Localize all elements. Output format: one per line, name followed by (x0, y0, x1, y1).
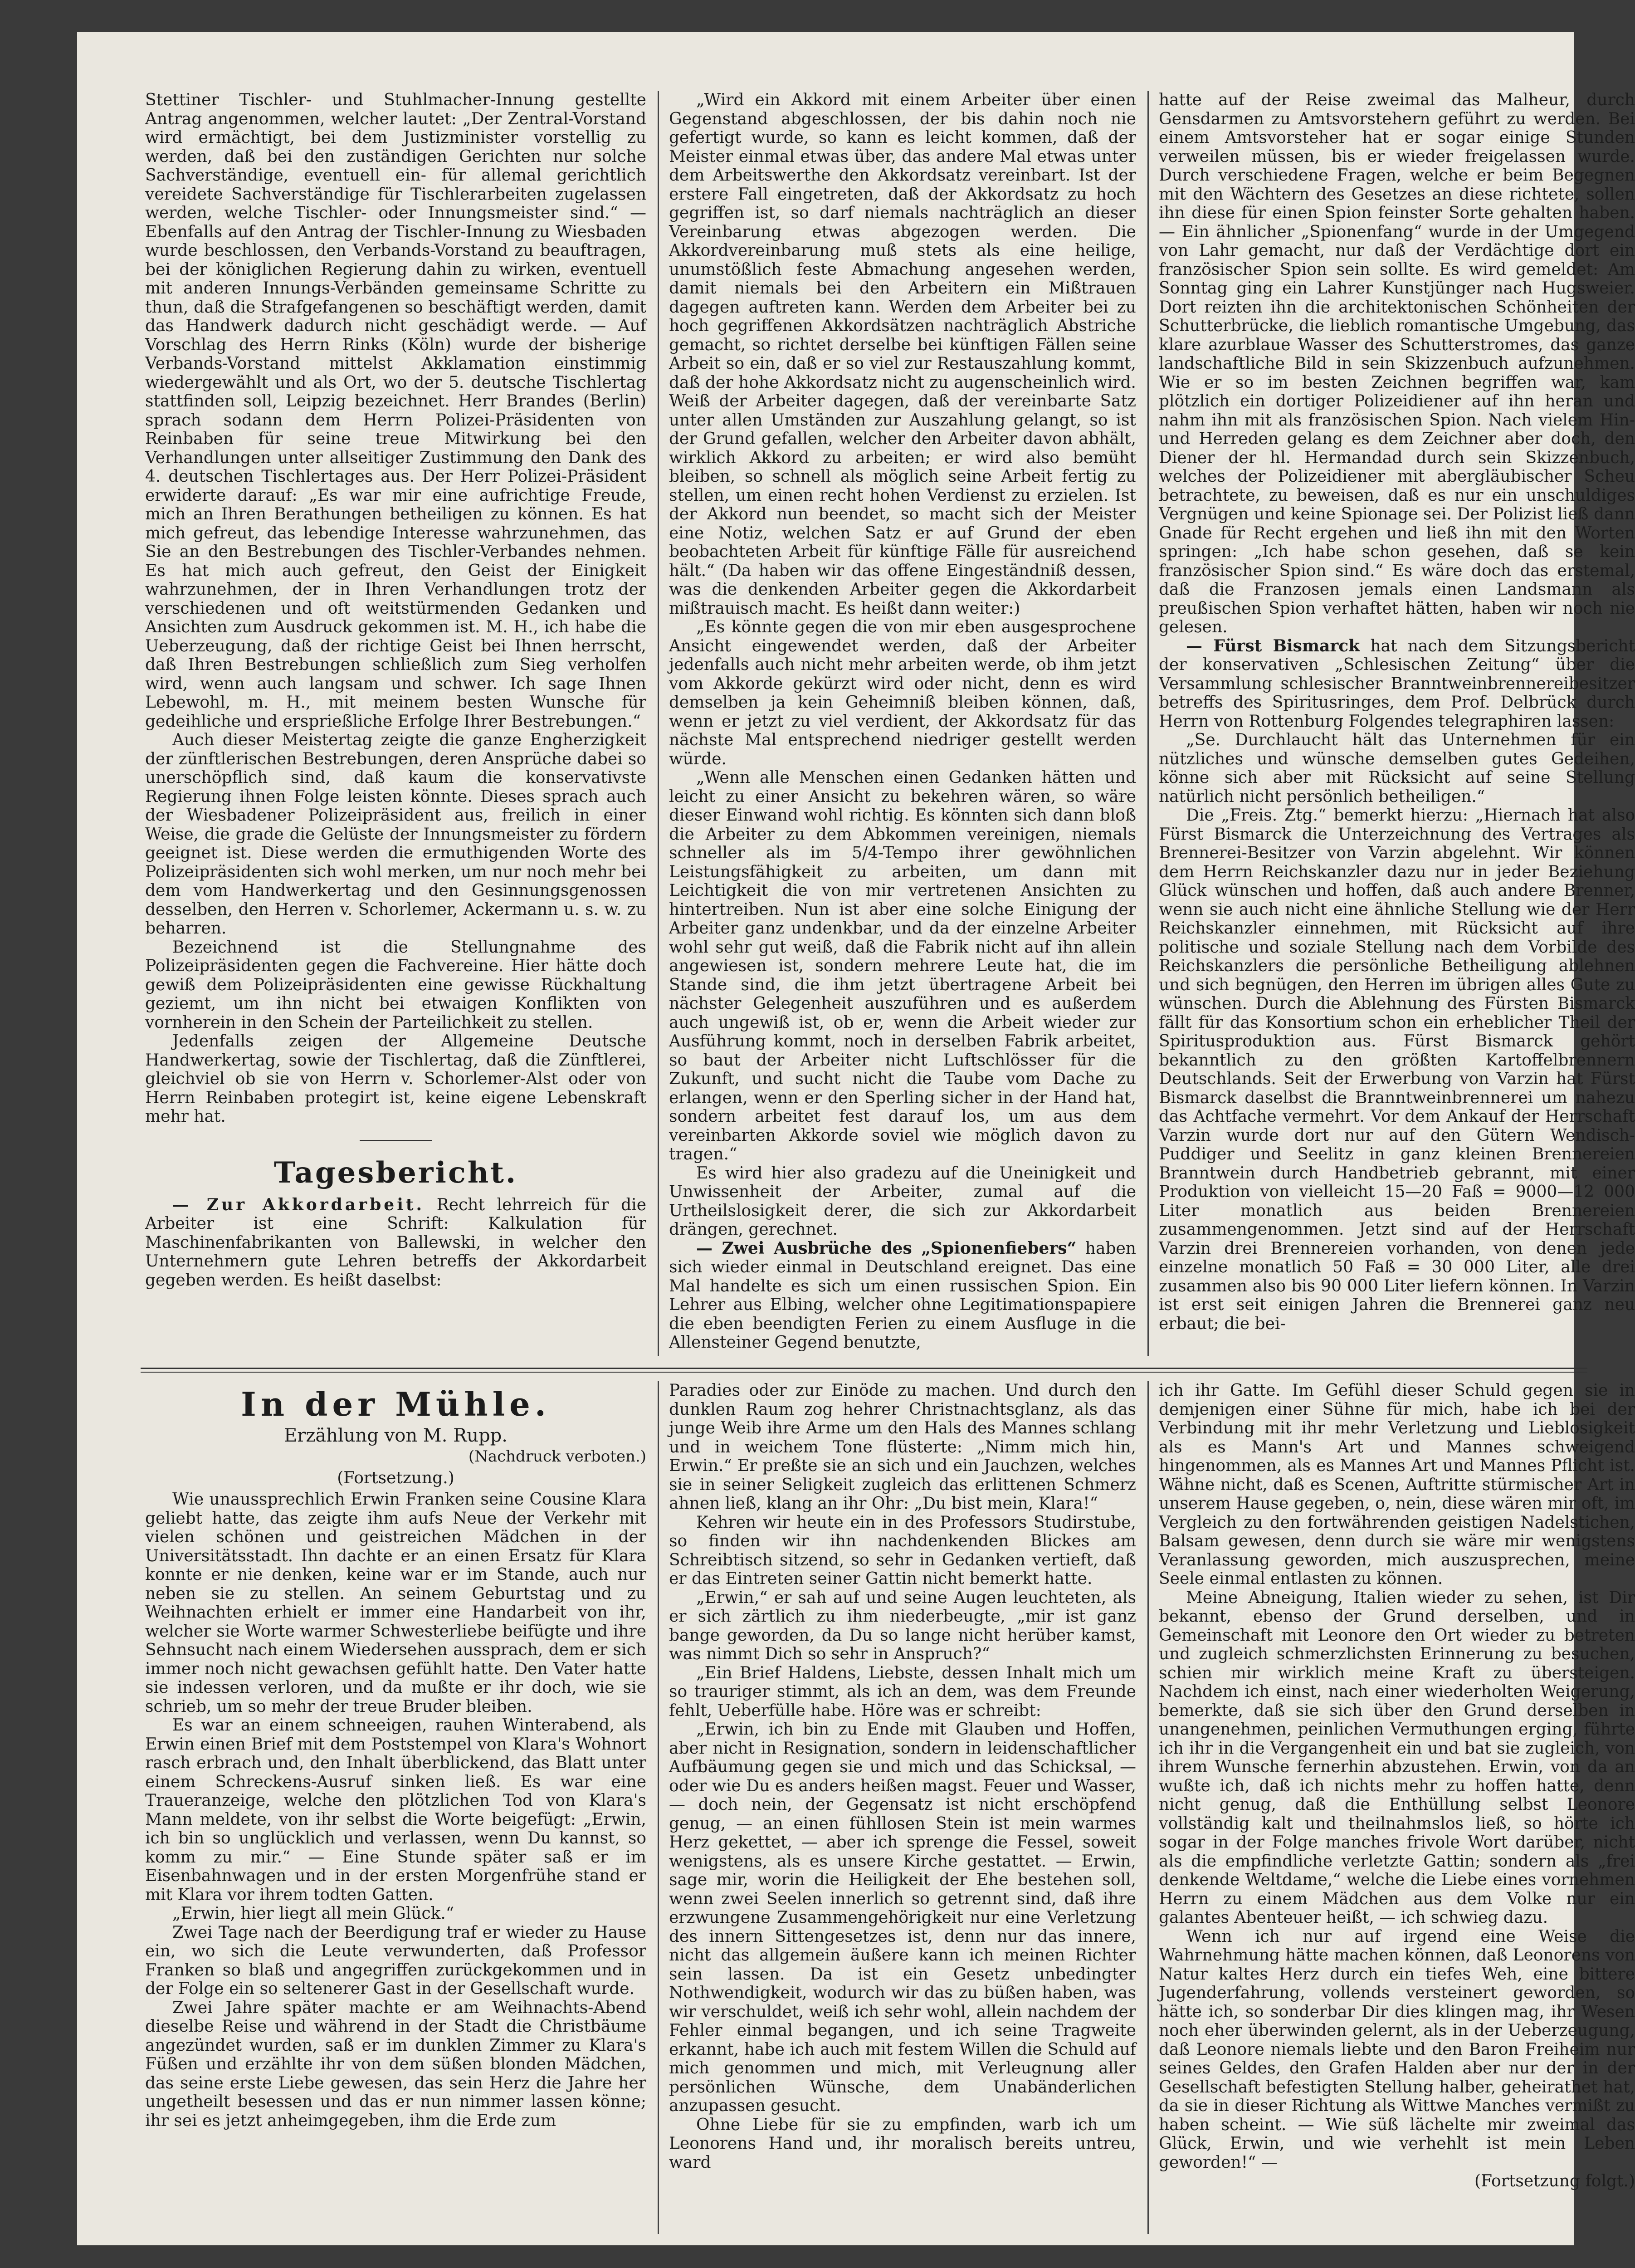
paragraph-text: Recht lehrreich für die Arbeiter ist eine Schrift: Kalkulation für Maschinenfabrikanten von Ballewski, in welcher den Unternehmern gute Lehren betreffs der Akkordarbeit gegeben werden. Es heißt daselbst: (145, 1195, 647, 1290)
top-column-1 (145, 91, 646, 1356)
paragraph (145, 1196, 646, 1290)
feuilleton-column-2 (669, 1381, 1136, 2234)
paragraph-text: haben sich wieder einmal in Deutschland ereignet. Das eine Mal handelte es sich um einen russischen Spion. Ein Lehrer aus Elbing, welcher ohne Legitimationspapiere die eben beendigten Ferien zu einem Ausfluge in die Allensteiner Gegend benutzte, (669, 1239, 1136, 1352)
feuilleton-separator (141, 1368, 1587, 1373)
paragraph: hatte auf der Reise zweimal das Malheur, durch Gensdarmen zu Amtsvorstehern geführt zu werden. Bei einem Amtsvorsteher hat er sogar einige Stunden verweilen müssen, bis er wieder freigelassen wurde. Durch verschiedene Fragen, welche er beim Begegnen mit den Wächtern des Gesetzes an diese richtete, sollen ihn diese für einen Spion feinster Sorte gehalten haben. — Ein ähnlicher „Spionenfang“ wurde in der Umgegend von Lahr gemacht, nur daß der Verdächtige dort ein französischer Spion sein sollte. Es wird gemeldet: Am Sonntag ging ein Lahrer Kunstjünger nach Hugsweier. Dort reizten ihn die architektonischen Schönheiten der Schutterbrücke, die lieblich romantische Umgebung, das klare azurblaue Wasser des Schutterstromes, das ganze landschaftliche Bild in sein Skizzenbuch aufzunehmen. Wie er so im besten Zeichnen begriffen war, kam plötzlich ein dortiger Polizeidiener auf ihn heran und nahm ihn mit als französischen Spion. Nach vielem Hin- und Herreden gelang es dem Zeichner aber doch, den Diener der hl. Hermandad durch sein Skizzenbuch, welches der Polizeidiener mit abergläubischer Scheu betrachtete, zu beweisen, daß es nur ein unschuldiges Vergnügen und keine Spionage sei. Der Polizist ließ dann Gnade für Recht ergehen und ließ ihn mit den Worten springen: „Ich habe schon gesehen, daß se kein französischer Spion sind.“ Es wäre doch das erstemal, daß die Franzosen jemals einen Landsmann als preußischen Spion verhaftet hätten, haben wir noch nie gelesen. (1159, 91, 1635, 636)
paragraph: Die „Freis. Ztg.“ bemerkt hierzu: „Hiernach hat also Fürst Bismarck die Unterzeichnung des Vertrages als Brennerei-Besitzer von Varzin abgelehnt. Wir können dem Herrn Reichskanzler dazu nur in jeder Beziehung Glück wünschen und hoffen, daß auch andere Brenner, wenn sie auch nicht eine ähnliche Stellung wie der Herr Reichskanzler einnehmen, mit Rücksicht auf ihre politische und soziale Stellung nach dem Vorbilde des Reichskanzlers die persönliche Betheiligung ablehnen und sich begnügen, den Herren im übrigen alles Gute zu wünschen. Durch die Ablehnung des Fürsten Bismarck fällt für das Konsortium schon ein erheblicher Theil der Spiritusproduktion aus. Fürst Bismarck gehört bekanntlich zu den größten Kartoffelbrennern Deutschlands. Seit der Erwerbung von Varzin hat Fürst Bismarck daselbst die Branntweinbrennerei um nahezu das Achtfache vermehrt. Vor dem Ankauf der Herrschaft Varzin wurde dort nur auf den Gütern Wendisch-Puddiger und Seelitz in ganz kleinen Brennereien Branntwein durch Handbetrieb gebrannt, mit einer Produktion von vielleicht 15—20 Faß = 9000—12 000 Liter monatlich aus beiden Brennereien zusammengenommen. Jetzt sind auf der Herrschaft Varzin drei Brennereien vorhanden, von denen jede einzelne monatlich 50 Faß = 30 000 Liter, alle drei zusammen also bis 90 000 Liter liefern können. In Varzin ist erst seit einigen Jahren die Brennerei ganz neu erbaut; die bei- (1159, 806, 1635, 1333)
paragraph: Es war an einem schneeigen, rauhen Winterabend, als Erwin einen Brief mit dem Poststempel von Klara's Wohnort rasch erbrach und, den Inhalt überblickend, das Blatt unter einem Schreckens-Ausruf sinken ließ. Es war eine Traueranzeige, welche den plötzlichen Tod von Klara's Mann meldete, von ihr selbst die Worte beigefügt: „Erwin, ich bin so unglücklich und verlassen, wenn Du kannst, so komm zu mir.“ — Eine Stunde später saß er im Eisenbahnwagen und in der ersten Morgenfrühe stand er mit Klara vor ihrem todten Gatten. (145, 1716, 646, 1904)
column-rule (1147, 91, 1149, 1356)
paragraph: Zwei Jahre später machte er am Weihnachts-Abend dieselbe Reise und während in der Stadt die Christbäume angezündet wurden, saß er im dunklen Zimmer zu Klara's Füßen und erzählte ihr von dem süßen blonden Mädchen, das seine erste Liebe gewesen, das sein Herz die Jahre her ungetheilt besessen und das er nun nimmer lassen könne; ihr sei es jetzt anheimgegeben, ihm die Erde zum (145, 1998, 646, 2130)
paragraph: Stettiner Tischler- und Stuhlmacher-Innung gestellte Antrag angenommen, welcher lautet: „Der Zentral-Vorstand wird ermächtigt, bei dem Justizminister vorstellig zu werden, daß bei den zuständigen Gerichten nur solche Sachverständige, eventuell ein- für allemal gerichtlich vereidete Sachverständige für Tischlerarbeiten zugelassen werden, welche Tischler- oder Innungsmeister sind.“ — Ebenfalls auf den Antrag der Tischler-Innung zu Wiesbaden wurde beschlossen, den Verbands-Vorstand zu beauftragen, bei der königlichen Regierung dahin zu wirken, eventuell mit anderen Innungs-Verbänden gemeinsame Schritte zu thun, daß die Strafgefangenen so beschäftigt werden, damit das Handwerk dadurch nicht geschädigt werde. — Auf Vorschlag des Herrn Rinks (Köln) wurde der bisherige Verbands-Vorstand mittelst Akklamation einstimmig wiedergewählt und als Ort, wo der 5. deutsche Tischlertag stattfinden soll, Leipzig bezeichnet. Herr Brandes (Berlin) sprach sodann dem Herrn Polizei-Präsidenten von Reinbaben für seine treue Mitwirkung bei den Verhandlungen unter allseitiger Zustimmung den Dank des 4. deutschen Tischlertages aus. Der Herr Polizei-Präsident erwiderte darauf: „Es war mir eine aufrichtige Freude, mich an Ihren Berathungen betheiligen zu können. Es hat mich gefreut, das lebendige Interesse wahrzunehmen, das Sie an den Bestrebungen des Tischler-Verbandes nehmen. Es hat mich auch gefreut, den Geist der Einigkeit wahrzunehmen, der in Ihren Verhandlungen trotz der verschiedenen und oft weitstürmenden Gedanken und Ansichten zum Ausdruck gekommen ist. M. H., ich habe die Ueberzeugung, daß der richtige Geist bei Ihnen herrscht, daß Ihren Bestrebungen schließlich zum Sieg verholfen wird, wenn auch langsam und schwer. Ich sage Ihnen Lebewohl, m. H., mit meinem besten Wunsche für gedeihliche und ersprießliche Erfolge Ihrer Bestrebungen.“ (145, 91, 646, 731)
paragraph: Meine Abneigung, Italien wieder zu sehen, ist Dir bekannt, ebenso der Grund derselben, und in Gemeinschaft mit Leonore den Ort wieder zu betreten und zugleich schmerzlichsten Erinnerung zu besuchen, schien mir wirklich meine Kraft zu übersteigen. Nachdem ich einst, nach einer wiederholten Weigerung, bemerkte, daß sie sich über den Grund derselben in unangenehmen, peinlichen Vermuthungen erging, führte ich ihr in die Vergangenheit ein und bat sie zugleich, von ihrem Wunsche fernerhin abzustehen. Erwin, von da an wußte ich, daß ich nichts mehr zu hoffen hatte, denn nicht genug, daß die Enthüllung selbst Leonore vollständig kalt und theilnahmslos ließ, so hörte ich sogar in der Folge manches frivole Wort darüber, nicht als die empfindliche verletzte Gattin; sondern als „frei denkende Weltdame,“ welche die Liebe eines vornehmen Herrn zu einem Mädchen aus dem Volke nur ein galantes Abenteuer heißt, — ich schwieg dazu. (1159, 1588, 1635, 1927)
story-title: In der Mühle. (241, 1385, 551, 1423)
paragraph: Bezeichnend ist die Stellungnahme des Polizeipräsidenten gegen die Fachvereine. Hier hätte doch gewiß dem Polizeipräsidenten eine gewisse Rückhaltung geziemt, um ihn nicht bei etwaigen Konflikten von vornherein in den Schein der Parteilichkeit zu stellen. (145, 938, 646, 1032)
paragraph-title: — Zwei Ausbrüche des „Spionenfiebers“ (696, 1238, 1077, 1258)
paragraph: Es wird hier also gradezu auf die Uneinigkeit und Unwissenheit der Arbeiter, zumal auf die Urtheilslosigkeit derer, die sich zur Akkordarbeit drängen, gerechnet. (669, 1163, 1136, 1239)
paragraph: ich ihr Gatte. Im Gefühl dieser Schuld gegen sie in demjenigen einer Sühne für mich, habe ich bei der Verbindung mit ihr mehr Verletzung und Lieblosigkeit als es Mann's Art und Mannes schweigend hingenommen, als es Mannes Art und Mannes Pflicht ist. Wähne nicht, daß es Scenen, Auftritte stürmischer Art in unserem Hause gegeben, o, nein, diese wären mir oft, im Vergleich zu den fortwährenden geistigen Nadelstichen, Balsam gewesen, denn durch sie wäre mir wenigstens Veranlassung geworden, mich auszusprechen, meine Seele einmal entlasten zu können. (1159, 1381, 1635, 1588)
story-author: Erzählung von M. Rupp. (284, 1425, 508, 1446)
feuilleton-column-3 (1159, 1381, 1635, 2234)
paragraph: Wenn ich nur auf irgend eine Weise die Wahrnehmung hätte machen können, daß Leonorens von Natur kaltes Herz durch ein tiefes Weh, eine bittere Jugenderfahrung, vollends versteinert geworden, so hätte ich, so sonderbar Dir dies klingen mag, ihr Wesen noch eher überwinden gelernt, als in der Ueberzeugung, daß Leonore niemals liebte und den Baron Freiheim nur seines Geldes, den Grafen Halden aber nur der in der Gesellschaft befestigten Stellung halber, geheirathet hat, da sie in dieser Richtung als Wittwe Manches vermißt zu haben scheint. — Wie süß lächelte mir zweimal das Glück, Erwin, und wie verhehlt ist mein Leben geworden!“ — (1159, 1927, 1635, 2172)
paragraph-title: — Zur Akkordarbeit. (172, 1195, 425, 1214)
paragraph (1159, 637, 1635, 731)
paragraph: „Ein Brief Haldens, Liebste, dessen Inhalt mich um so trauriger stimmt, als ich an dem, was dem Freunde fehlt, Ueberfülle habe. Höre was er schreibt: (669, 1663, 1136, 1720)
paragraph: „Erwin, ich bin zu Ende mit Glauben und Hoffen, aber nicht in Resignation, sondern in leidenschaftlicher Aufbäumung gegen sie und mich und das Schicksal, — oder wie Du es anders heißen magst. Feuer und Wasser, — doch nein, der Gegensatz ist nicht erschöpfend genug, — an einen fühllosen Stein ist mein warmes Herz gekettet, — aber ich sprenge die Fessel, soweit wenigstens, als es unsere Kirche gestattet. — Erwin, sage mir, worin die Heiligkeit der Ehe bestehen soll, wenn zwei Seelen innerlich so getrennt sind, daß ihre erzwungene Zusammengehörigkeit nur eine Verletzung des innern Sittengesetzes ist, denn nur das innere, nicht das allgemein äußere kann ich meinen Richter sein lassen. Da ist ein Gesetz unbedingter Nothwendigkeit, wodurch wir das zu büßen haben, was wir verschuldet, weiß ich sehr wohl, allein nachdem der Fehler einmal begangen, und ich seine Tragweite erkannt, habe ich auch mit festem Willen die Schuld auf mich genommen und mich, mit Verleugnung aller persönlichen Wünsche, dem Unabänderlichen anzupassen gesucht. (669, 1720, 1136, 2115)
column-rule (1147, 1381, 1149, 2234)
paragraph: Auch dieser Meistertag zeigte die ganze Engherzigkeit der zünftlerischen Bestrebungen, deren Ansprüche dabei so unerschöpflich sind, daß kaum die konservativste Regierung ihnen Folge leisten könnte. Dieses sprach auch der Wiesbadener Polizeipräsident aus, freilich in einer Weise, die grade die Gelüste der Innungsmeister zu fördern geeignet ist. Diese werden die ermuthigenden Worte des Polizeipräsidenten sich wohl merken, um nur noch mehr bei dem vom Handwerkertag und den Gesinnungsgenossen desselben, den Herren v. Schorlemer, Ackermann u. s. w. zu beharren. (145, 731, 646, 938)
paragraph: Jedenfalls zeigen der Allgemeine Deutsche Handwerkertag, sowie der Tischlertag, daß die Zünftlerei, gleichviel ob sie von Herrn v. Schorlemer-Alst oder von Herrn Reinbaben protegirt ist, keine eigene Lebenskraft mehr hat. (145, 1032, 646, 1126)
paragraph: Ohne Liebe für sie zu empfinden, warb ich um Leonorens Hand und, ihr moralisch bereits untreu, ward (669, 2115, 1136, 2172)
paragraph: Kehren wir heute ein in des Professors Studirstube, so finden wir ihn nachdenkenden Blickes am Schreibtisch sitzend, so sehr in Gedanken vertieft, daß er das Eintreten seiner Gattin nicht bemerkt hatte. (669, 1513, 1136, 1588)
paragraph: „Erwin,“ er sah auf und seine Augen leuchteten, als er sich zärtlich zu ihm niederbeugte, „mir ist ganz bange geworden, da Du so lange nicht herüber kamst, was nimmt Dich so sehr in Anspruch?“ (669, 1588, 1136, 1663)
section-heading: Tagesbericht. (273, 1155, 518, 1190)
paragraph: „Wird ein Akkord mit einem Arbeiter über einen Gegenstand abgeschlossen, der bis dahin noch nie gefertigt wurde, so kann es leicht kommen, daß der Meister einmal etwas über, das andere Mal etwas unter dem Arbeitswerthe den Akkordsatz vereinbart. Ist der erstere Fall eingetreten, daß der Akkordsatz zu hoch gegriffen ist, so darf niemals nachträglich an dieser Vereinbarung etwas abgezogen werden. Die Akkordvereinbarung muß stets als eine heilige, unumstößlich feste Abmachung angesehen werden, damit niemals bei den Arbeitern ein Mißtrauen dagegen auftreten kann. Werden dem Arbeiter bei zu hoch gegriffenen Akkordsätzen nachträglich Abstriche gemacht, so richtet derselbe bei künftigen Fällen seine Arbeit so ein, daß er so viel zur Restauszahlung kommt, daß der hohe Akkordsatz nicht zu augenscheinlich wird. Weiß der Arbeiter dagegen, daß der vereinbarte Satz unter allen Umständen zur Auszahlung gelangt, so ist der Grund gefallen, welcher den Arbeiter davon abhält, wirklich Akkord zu arbeiten; er wird also bemüht bleiben, so schnell als möglich seine Arbeit fertig zu stellen, um einen recht hohen Verdienst zu erzielen. Ist der Akkord nun beendet, so macht sich der Meister eine Notiz, welchen Satz er auf Grund der eben beobachteten Arbeit für künftige Fälle für ausreichend hält.“ (Da haben wir das offene Eingeständniß dessen, was die denkenden Arbeiter gegen die Akkordarbeit mißtrauisch macht. Es heißt dann weiter:) (669, 91, 1136, 618)
feuilleton-column-1 (145, 1381, 646, 2234)
paragraph-title: — Fürst Bismarck (1186, 636, 1360, 655)
paragraph: „Se. Durchlaucht hält das Unternehmen für ein nützliches und wünsche demselben gutes Gedeihen, könne sich aber mit Rücksicht auf seine Stellung natürlich nicht persönlich betheiligen.“ (1159, 731, 1635, 806)
paragraph: „Es könnte gegen die von mir eben ausgesprochene Ansicht eingewendet werden, daß der Arbeiter jedenfalls auch nicht mehr arbeiten werde, ob ihm jetzt vom Akkorde gekürzt wird oder nicht, denn es wird demselben ja kein Geheimniß bleiben können, daß, wenn er jetzt zu viel verdient, der Akkordsatz für das nächste Mal entsprechend niedriger gestellt werden würde. (669, 618, 1136, 768)
top-column-2 (669, 91, 1136, 1356)
to-be-continued: (Fortsetzung folgt.) (1474, 2172, 1635, 2190)
top-column-3 (1159, 91, 1635, 1356)
paragraph: Paradies oder zur Einöde zu machen. Und durch den dunklen Raum zog hehrer Christnachtsglanz, als das junge Weib ihre Arme um den Hals des Mannes schlang und in weichem Tone flüsterte: „Nimm mich hin, Erwin.“ Er preßte sie an sich und ein Jauchzen, welches sie in seiner Seligkeit zugleich das erlittenen Schmerz ahnen ließ, klang an ihr Ohr: „Du bist mein, Klara!“ (669, 1381, 1136, 1513)
reprint-notice: (Nachdruck verboten.) (468, 1447, 646, 1466)
paragraph-text: hat nach dem Sitzungsbericht der konservativen „Schlesischen Zeitung“ über die Versammlung schlesischer Branntweinbrennereibesitzer betreffs des Spiritusringes, dem Prof. Delbrück durch Herrn von Rottenburg Folgendes telegraphiren lassen: (1159, 636, 1635, 731)
column-rule (658, 91, 659, 1356)
paragraph: „Erwin, hier liegt all mein Glück.“ (172, 1904, 454, 1923)
paragraph: Wie unaussprechlich Erwin Franken seine Cousine Klara geliebt hatte, das zeigte ihm aufs Neue der Verkehr mit vielen schönen und geistreichen Mädchen in der Universitätsstadt. Ihn dachte er an einen Ersatz für Klara konnte er nie denken, keine war er im Stande, auch nur neben sie zu stellen. An seinem Geburtstag und zu Weihnachten erhielt er immer eine Handarbeit von ihr, welcher sie Worte warmer Schwesterliebe beifügte und ihre Sehnsucht nach einem Wiedersehen aussprach, dem er sich immer noch nicht gewachsen gefühlt hatte. Den Vater hatte sie indessen verloren, und da mußte er ihr doch, wie sie schrieb, um so mehr der treue Bruder bleiben. (145, 1490, 646, 1716)
continuation-label: (Fortsetzung.) (337, 1469, 454, 1487)
newspaper-page (77, 32, 1635, 2245)
section-divider (360, 1140, 432, 1141)
paragraph: „Wenn alle Menschen einen Gedanken hätten und leicht zu einer Ansicht zu bekehren wären, so wäre dieser Einwand wohl richtig. Es könnten sich dann bloß die Arbeiter zu dem Abkommen vereinigen, niemals schneller als im 5/4-Tempo ihrer gewöhnlichen Leistungsfähigkeit zu arbeiten, um dann mit Leichtigkeit die von mir vertretenen Ansichten zu hintertreiben. Nun ist aber eine solche Einigung der Arbeiter ganz undenkbar, und da der einzelne Arbeiter wohl sehr gut weiß, daß die Fabrik nicht auf ihn allein angewiesen ist, sondern mehrere Leute hat, die im Stande sind, die ihm jetzt übertragene Arbeit bei nächster Gelegenheit auszuführen und es außerdem auch ungewiß ist, ob er, wenn die Arbeit wieder zur Ausführung kommt, noch in derselben Fabrik arbeitet, so baut der Arbeiter nicht Luftschlösser für die Zukunft, und sucht nicht die Taube vom Dache zu erlangen, wenn er den Sperling sicher in der Hand hat, sondern arbeitet fest darauf los, um aus dem vereinbarten Akkorde soviel wie möglich davon zu tragen.“ (669, 768, 1136, 1163)
paragraph (669, 1239, 1136, 1352)
column-rule (658, 1381, 659, 2234)
paragraph: Zwei Tage nach der Beerdigung traf er wieder zu Hause ein, wo sich die Leute verwunderten, daß Professor Franken so blaß und angegriffen zurückgekommen und in der Folge ein so seltenerer Gast in der Gesellschaft wurde. (145, 1923, 646, 1998)
